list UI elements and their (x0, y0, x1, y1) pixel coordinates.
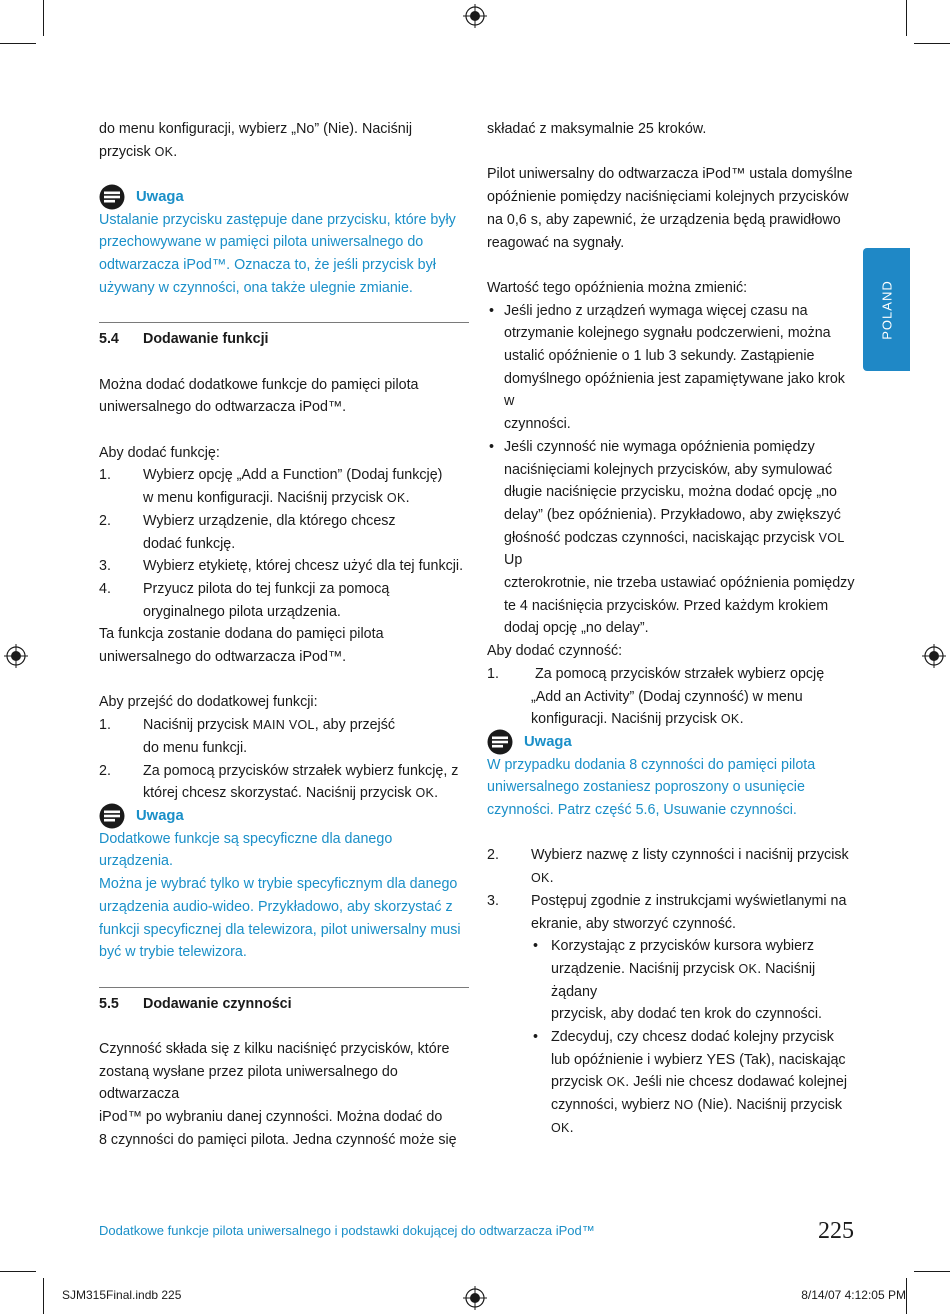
text-fragment: , aby przejść (314, 717, 396, 734)
bullet-icon: • (533, 1029, 539, 1046)
text-line (551, 1071, 859, 1094)
bullet-icon: • (489, 438, 495, 455)
note-box (99, 186, 469, 300)
text-line: Ta funkcja zostanie dodana do pamięci pilota (99, 626, 384, 643)
list-item (531, 935, 859, 1026)
text-line: oryginalnego pilota urządzenia. (143, 603, 341, 620)
text-line: dodaj opcję „no delay”. (504, 620, 649, 637)
section-heading (99, 328, 469, 351)
text-fragment: przycisk (99, 143, 155, 160)
text-line: dodać funkcję. (143, 535, 236, 552)
registration-mark-icon (4, 644, 28, 668)
text-line: do menu funkcji. (143, 739, 248, 756)
section-number: 5.5 (99, 995, 119, 1012)
text-fragment: . (173, 143, 178, 160)
list-item (487, 300, 859, 436)
text-fragment: (Nie). Naciśnij przycisk (693, 1097, 843, 1114)
text-line: otrzymanie kolejnego sygnału podczerwieni, można (504, 325, 831, 342)
text-line: ekranie, aby stworzyć czynność. (531, 915, 737, 932)
crop-mark (914, 43, 950, 44)
text-line (551, 958, 859, 1003)
text-line: delay” (bez opóźnienia). Przykładowo, aby zwiększyć (504, 506, 841, 523)
list-item (99, 760, 469, 805)
list-item (487, 844, 859, 889)
paragraph: Aby dodać czynność: (487, 643, 623, 660)
text-line: Jeśli czynność nie wymaga opóźnienia pomiędzy (504, 438, 815, 455)
print-slug-date: 8/14/07 4:12:05 PM (801, 1288, 906, 1302)
section-title: Dodawanie funkcji (143, 331, 269, 348)
crop-mark (914, 1271, 950, 1272)
text-line: Za pomocą przycisków strzałek wybierz funkcję, z (143, 762, 459, 779)
text-fragment: przycisk (551, 1074, 607, 1091)
page-number: 225 (818, 1218, 854, 1244)
section-number: 5.4 (99, 331, 119, 348)
crop-mark (906, 1278, 907, 1314)
paragraph (99, 374, 469, 419)
paragraph: składać z maksymalnie 25 kroków. (487, 121, 707, 137)
text-line: te 4 naciśnięcia przycisków. Przed każdym krokiem (504, 597, 829, 614)
note-box (99, 805, 469, 964)
text-line (504, 527, 859, 572)
note-line: przechowywane w pamięci pilota uniwersalnego do (99, 234, 424, 251)
section-heading (99, 993, 469, 1016)
text-line: Jeśli jedno z urządzeń wymaga więcej czasu na (504, 302, 808, 319)
text-line: Za pomocą przycisków strzałek wybierz opcję (531, 665, 825, 682)
text-line: Korzystając z przycisków kursora wybierz (551, 938, 814, 955)
text-line: „Add an Activity” (Dodaj czynność) w menu (531, 688, 803, 705)
text-fragment: której chcesz skorzystać. Naciśnij przycisk (143, 785, 416, 802)
text-line (143, 487, 469, 510)
list-number: 2. (487, 847, 499, 864)
text-line: domyślnego opóźnienia jest zapamiętywane jako krok w (504, 370, 845, 410)
list-item (487, 890, 859, 1140)
text-line: Czynność składa się z kilku naciśnięć przycisków, które (99, 1040, 450, 1057)
crop-mark (906, 0, 907, 36)
vol-key-label: VOL (818, 530, 845, 545)
text-fragment: . (434, 785, 439, 802)
text-fragment: . (739, 711, 744, 728)
paragraph: Aby dodać funkcję: (99, 444, 220, 461)
text-line: naciśnięciami kolejnych przycisków, aby symulować (504, 461, 833, 478)
print-slug-file: SJM315Final.indb 225 (62, 1288, 182, 1302)
left-column (99, 118, 469, 1174)
text-line: uniwersalnego do odtwarzacza iPod™. (99, 649, 347, 666)
paragraph (99, 1038, 469, 1152)
no-key-label: NO (674, 1098, 694, 1113)
ok-key-label: OK (606, 1075, 626, 1090)
list-item (99, 555, 469, 578)
text-line (531, 708, 859, 731)
paragraph: Aby przejść do dodatkowej funkcji: (99, 694, 318, 711)
registration-mark-icon (922, 644, 946, 668)
note-box (487, 731, 859, 822)
text-line: opóźnienie pomiędzy naciśnięciami kolejnych przycisków (487, 189, 849, 206)
text-line: Wybierz urządzenie, dla którego chcesz (143, 512, 396, 529)
text-line: ustalić opóźnienie o 1 lub 3 sekundy. Zastąpienie (504, 348, 815, 364)
text-fragment: w menu konfiguracji. Naciśnij przycisk (143, 490, 387, 507)
ok-key-label: OK (551, 1120, 570, 1135)
text-fragment: . (569, 1119, 574, 1136)
text-line: Można dodać dodatkowe funkcje do pamięci pilota (99, 376, 419, 393)
text-line: przycisk, aby dodać ten krok do czynności. (551, 1006, 822, 1023)
text-line: Wybierz opcję „Add a Function” (Dodaj funkcję) (143, 467, 443, 484)
list-item (487, 663, 859, 731)
text-line: na 0,6 s, aby zapewnić, że urządzenia będą prawidłowo (487, 211, 841, 228)
ok-key-label: OK (415, 786, 435, 801)
crop-mark (0, 43, 36, 44)
text-line: Przyucz pilota do tej funkcji za pomocą (143, 580, 390, 597)
paragraph (487, 163, 859, 254)
paragraph (99, 118, 469, 163)
language-tab (863, 248, 910, 371)
section-divider (99, 322, 469, 323)
language-tab-label: POLAND (879, 279, 894, 340)
list-number: 3. (99, 558, 111, 575)
text-line: Wybierz etykietę, której chcesz użyć dla tej funkcji. (143, 558, 464, 575)
list-item (99, 510, 469, 555)
list-number: 3. (487, 892, 499, 909)
note-line: uniwersalnego zostaniesz poproszony o usunięcie (487, 779, 805, 796)
note-title: Uwaga (524, 733, 572, 750)
note-line: Ustalanie przycisku zastępuje dane przycisku, które były (99, 211, 456, 228)
text-line: Zdecyduj, czy chcesz dodać kolejny przycisk (551, 1029, 834, 1046)
note-line: urządzenia audio-wideo. Przykładowo, aby skorzystać z (99, 898, 453, 915)
text-line: 8 czynności do pamięci pilota. Jedna czynność może się (99, 1131, 457, 1148)
paragraph: Wartość tego opóźnienia można zmienić: (487, 279, 748, 296)
text-line: długie naciśnięcie przycisku, można dodać opcję „no (504, 484, 837, 501)
bullet-list (487, 300, 859, 641)
text-fragment: głośność podczas czynności, naciskając przycisk (504, 529, 819, 546)
section-divider (99, 987, 469, 988)
list-number: 2. (99, 512, 111, 529)
text-fragment: . Naciśnij żądany (551, 960, 816, 1000)
text-line: Wybierz nazwę z listy czynności i naciśnij przycisk (531, 847, 849, 864)
text-fragment: . (549, 870, 554, 887)
text-line: do menu konfiguracji, wybierz „No” (Nie). Naciśnij (99, 121, 413, 137)
text-line (143, 782, 469, 805)
note-line: funkcji specyficznej dla telewizora, pilot uniwersalny musi (99, 921, 461, 938)
text-line (551, 1117, 859, 1140)
bullet-icon: • (489, 302, 495, 319)
text-fragment: . Jeśli nie chcesz dodawać kolejnej (625, 1074, 848, 1091)
text-line: Pilot uniwersalny do odtwarzacza iPod™ ustala domyślne (487, 166, 853, 183)
right-column (487, 118, 859, 1140)
list-number: 1. (487, 665, 499, 682)
note-icon (99, 184, 125, 210)
note-icon (99, 803, 125, 829)
list-number: 1. (99, 717, 111, 734)
list-number: 2. (99, 762, 111, 779)
text-line: lub opóźnienie i wybierz YES (Tak), naciskając (551, 1051, 846, 1068)
ok-key-label: OK (386, 491, 406, 506)
list-item (99, 714, 469, 759)
note-title: Uwaga (136, 189, 184, 206)
ok-key-label: OK (720, 712, 740, 727)
note-line: W przypadku dodania 8 czynności do pamięci pilota (487, 756, 816, 773)
note-line: być w trybie telewizora. (99, 944, 247, 961)
crop-mark (43, 1278, 44, 1314)
note-line: Można je wybrać tylko w trybie specyficznym dla danego (99, 876, 458, 893)
note-line: czynności. Patrz część 5.6, Usuwanie czynności. (487, 802, 797, 819)
text-fragment: czynności, wybierz (551, 1097, 675, 1114)
text-line: iPod™ po wybraniu danej czynności. Można dodać do (99, 1109, 443, 1126)
bullet-icon: • (533, 938, 539, 955)
paragraph (99, 623, 469, 668)
text-line: czynności. (504, 416, 571, 433)
section-title: Dodawanie czynności (143, 995, 292, 1012)
numbered-list (487, 844, 859, 1139)
note-icon (487, 729, 513, 755)
ok-key-label: OK (531, 871, 550, 886)
main-vol-key-label: MAIN VOL (252, 718, 315, 733)
note-title: Uwaga (136, 808, 184, 824)
crop-mark (0, 1271, 36, 1272)
list-number: 1. (99, 467, 111, 484)
text-line (551, 1094, 859, 1117)
text-line: czterokrotnie, nie trzeba ustawiać opóźnienia pomiędzy (504, 575, 855, 592)
page-footer: Dodatkowe funkcje pilota uniwersalnego i podstawki dokującej do odtwarzacza iPod™ (99, 1223, 595, 1238)
text-line (531, 867, 859, 890)
text-line: reagować na sygnały. (487, 234, 625, 251)
ok-key-label: OK (738, 961, 758, 976)
registration-mark-icon (463, 4, 487, 28)
numbered-list (487, 663, 859, 731)
text-line (143, 714, 469, 737)
registration-mark-icon (463, 1286, 487, 1310)
list-item (487, 436, 859, 640)
list-item (99, 464, 469, 509)
text-line: Postępuj zgodnie z instrukcjami wyświetlanymi na (531, 892, 847, 909)
list-number: 4. (99, 580, 111, 597)
text-fragment: urządzenie. Naciśnij przycisk (551, 960, 739, 977)
ok-key-label: OK (154, 144, 174, 159)
list-item (531, 1026, 859, 1140)
sub-bullet-list (531, 935, 859, 1139)
text-fragment: Up (504, 552, 523, 569)
text-fragment: . (405, 490, 410, 507)
note-line: odtwarzacza iPod™. Oznacza to, że jeśli przycisk był (99, 257, 436, 274)
crop-mark (43, 0, 44, 36)
text-line: uniwersalnego do odtwarzacza iPod™. (99, 399, 347, 416)
note-line: Dodatkowe funkcje są specyficzne dla danego urządzenia. (99, 830, 393, 870)
numbered-list (99, 714, 469, 805)
numbered-list (99, 464, 469, 623)
text-line: zostaną wysłane przez pilota uniwersalnego do odtwarzacza (99, 1063, 398, 1103)
list-item (99, 578, 469, 623)
text-line (99, 141, 469, 164)
note-line: używany w czynności, ona także ulegnie zmianie. (99, 279, 413, 296)
text-fragment: konfiguracji. Naciśnij przycisk (531, 711, 721, 728)
text-fragment: Naciśnij przycisk (143, 717, 253, 734)
